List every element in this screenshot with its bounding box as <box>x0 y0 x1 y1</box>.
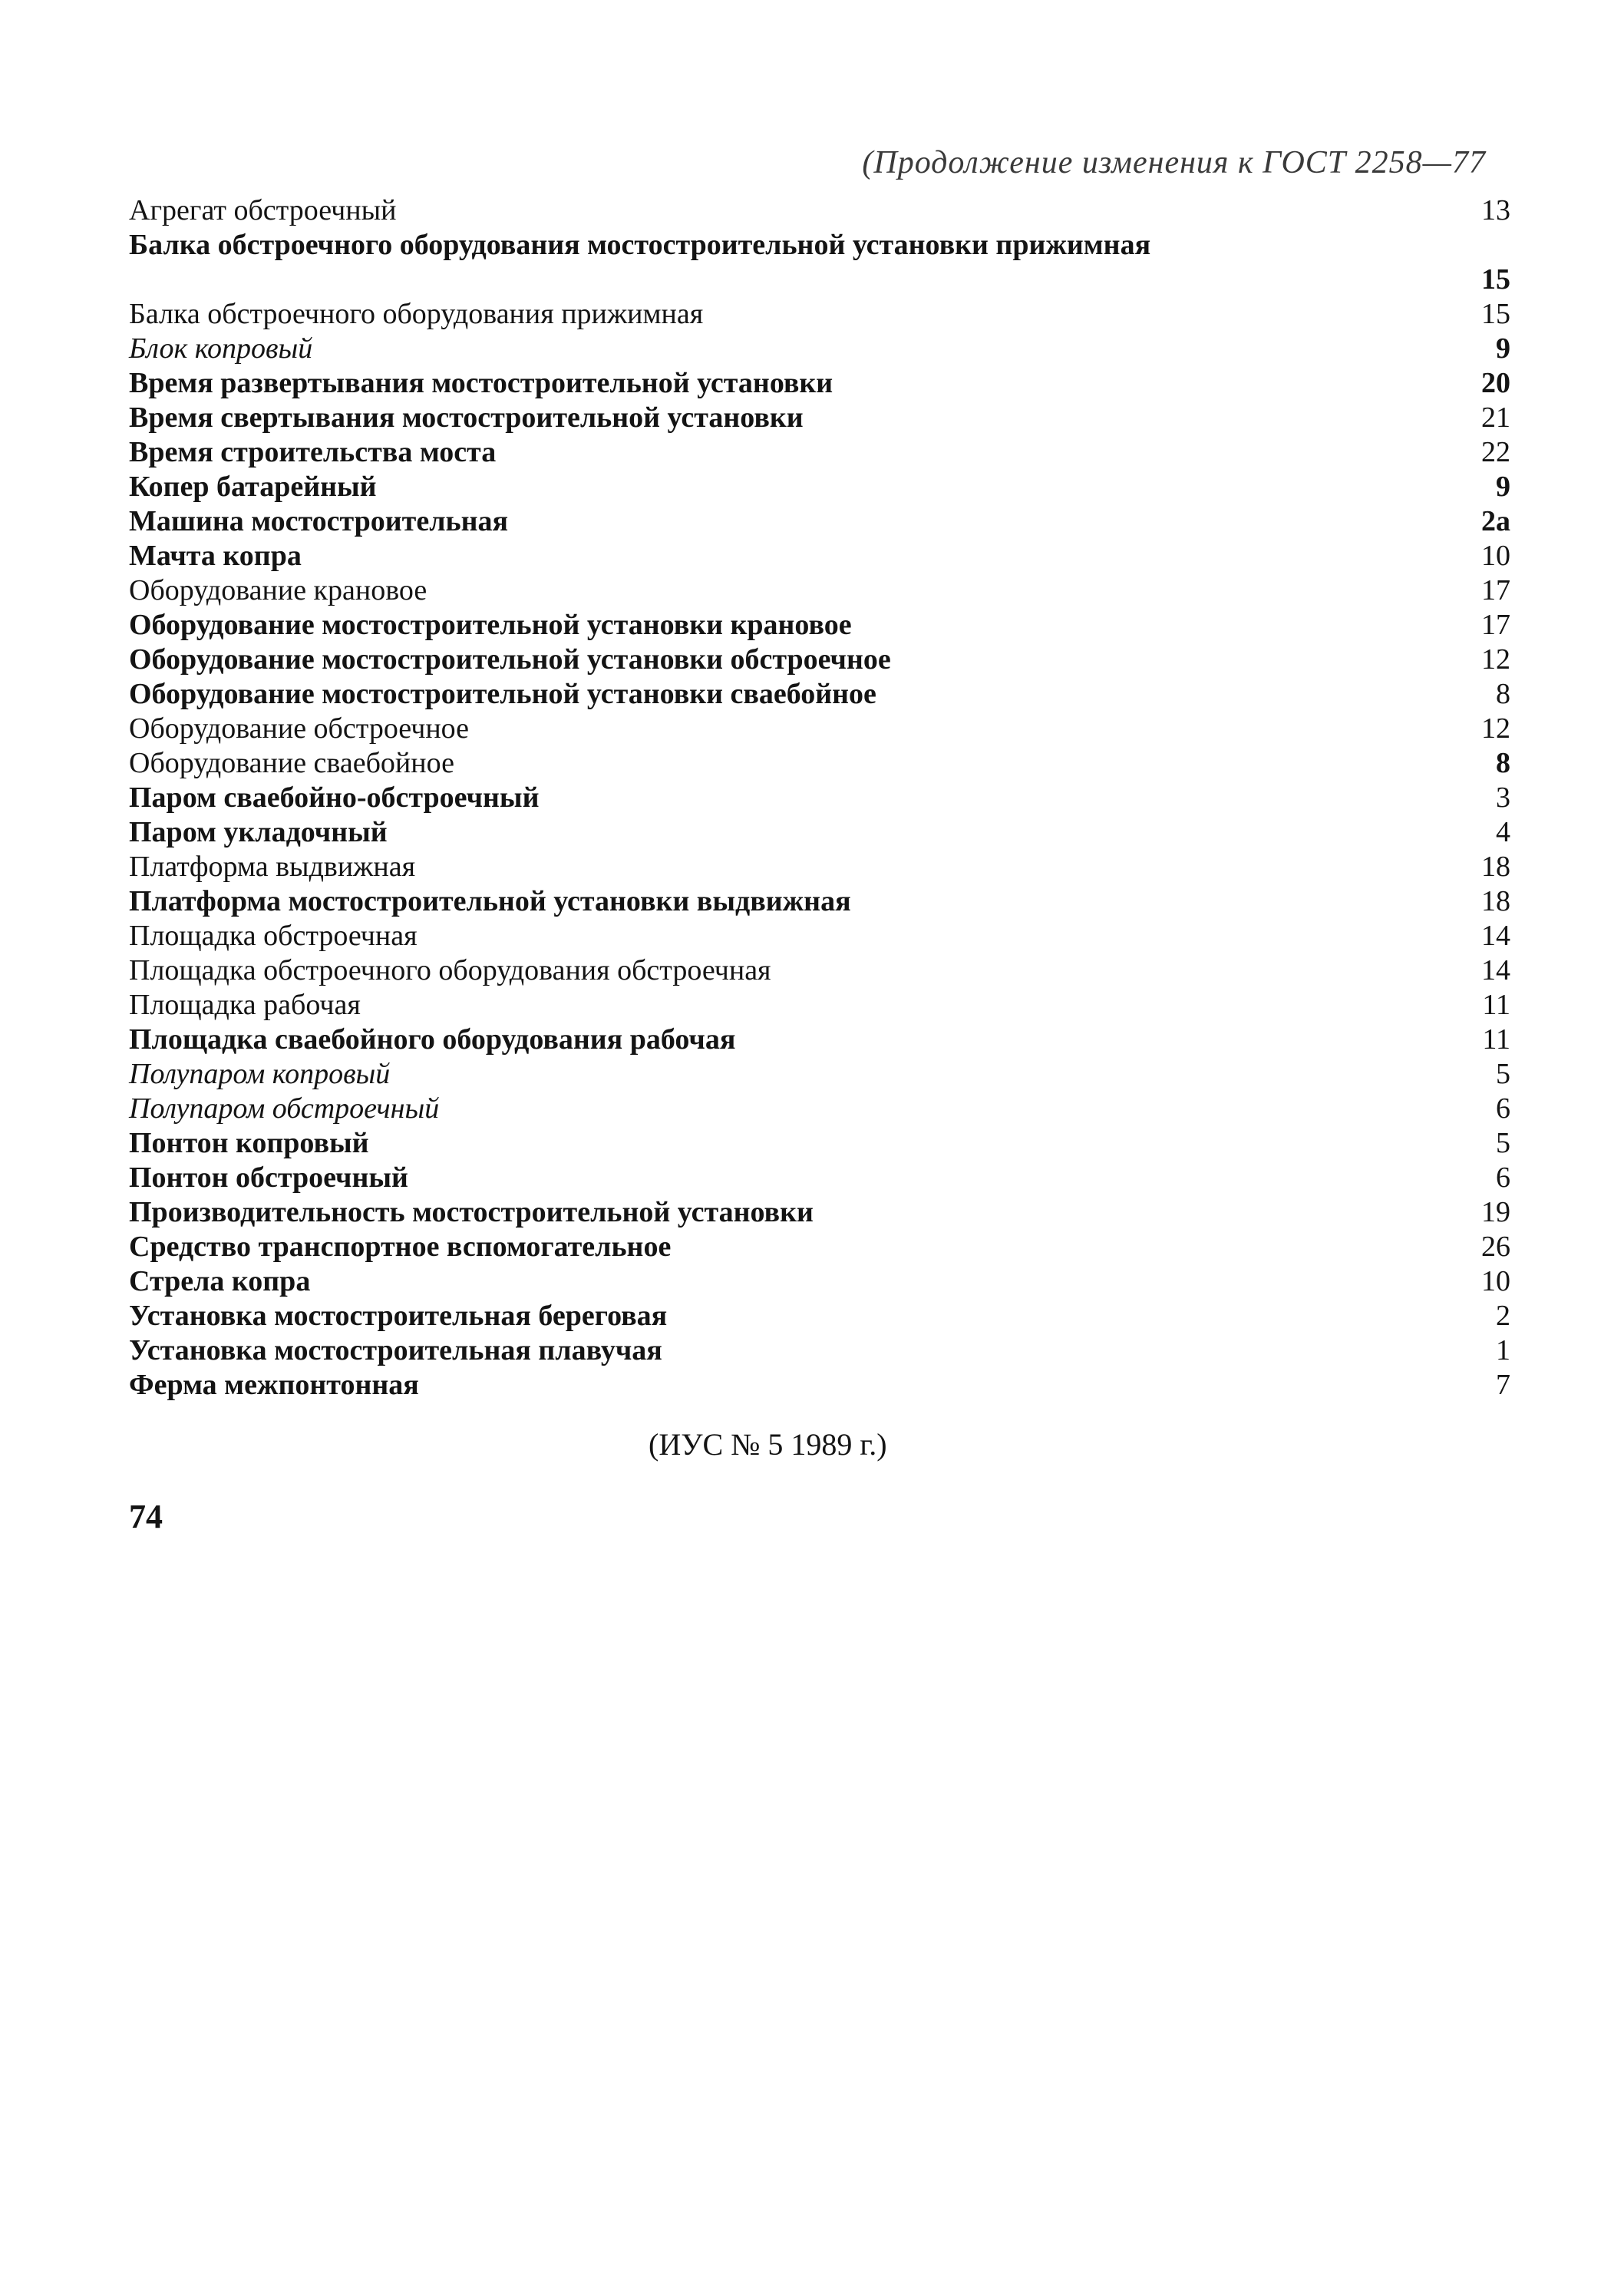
index-entry <box>129 953 1510 988</box>
index-page-number: 10 <box>1481 1265 1510 1297</box>
index-term: Балка обстроечного оборудования прижимная <box>129 298 704 330</box>
index-page-number: 13 <box>1481 194 1510 226</box>
index-page-number: 9 <box>1496 471 1510 503</box>
index-entry <box>129 1195 1510 1230</box>
index-entry <box>129 470 1510 504</box>
index-entry <box>129 884 1510 919</box>
index-term: Площадка обстроечная <box>129 920 418 952</box>
index-term: Мачта копра <box>129 540 302 572</box>
index-term: Время свертывания мостостроительной установки <box>129 401 804 434</box>
index-entry <box>129 746 1510 781</box>
index-page-number: 5 <box>1496 1127 1510 1159</box>
index-term: Установка мостостроительная плавучая <box>129 1334 662 1366</box>
index-term: Оборудование крановое <box>129 574 427 606</box>
index-term: Площадка рабочая <box>129 989 361 1021</box>
index-page-number: 9 <box>1496 332 1510 365</box>
index-page-number: 22 <box>1481 436 1510 468</box>
index-entry <box>129 1299 1510 1333</box>
index-entry <box>129 366 1510 401</box>
index-page-number: 2а <box>1481 505 1510 537</box>
index-term: Паром укладочный <box>129 816 388 848</box>
index-page-number: 21 <box>1481 401 1510 434</box>
index-entry <box>129 1264 1510 1299</box>
index-page-number: 18 <box>1481 851 1510 883</box>
index-entry <box>129 539 1510 573</box>
index-term: Время строительства моста <box>129 436 497 468</box>
index-entry <box>129 1333 1510 1368</box>
index-entry <box>129 781 1510 815</box>
index-page-number: 7 <box>1496 1369 1510 1401</box>
index-term: Средство транспортное вспомогательное <box>129 1231 672 1263</box>
index-term: Время развертывания мостостроительной установки <box>129 367 833 399</box>
index-page-number: 14 <box>1481 954 1510 986</box>
index-page-number: 2 <box>1496 1300 1510 1332</box>
index-term: Понтон обстроечный <box>129 1162 408 1194</box>
term-index-list <box>129 193 1510 1403</box>
index-page-number: 11 <box>1482 1023 1510 1056</box>
index-term: Полупаром копровый <box>129 1058 391 1090</box>
index-entry <box>129 1092 1510 1126</box>
index-page-number: 15 <box>1481 263 1510 296</box>
index-page-number: 20 <box>1481 367 1510 399</box>
index-page-number: 10 <box>1481 540 1510 572</box>
index-term: Установка мостостроительная береговая <box>129 1300 668 1332</box>
index-entry <box>129 573 1510 608</box>
index-term: Машина мостостроительная <box>129 505 509 537</box>
index-page-number: 26 <box>1481 1231 1510 1263</box>
index-entry <box>129 297 1510 332</box>
running-header: (Продолжение изменения к ГОСТ 2258—77 <box>862 145 1486 180</box>
index-term: Оборудование мостостроительной установки сваебойное <box>129 678 876 710</box>
index-term: Копер батарейный <box>129 471 377 503</box>
index-entry <box>129 608 1510 643</box>
index-entry <box>129 401 1510 435</box>
source-note: (ИУС № 5 1989 г.) <box>649 1427 887 1462</box>
index-page-number: 4 <box>1496 816 1510 848</box>
index-term: Оборудование мостостроительной установки крановое <box>129 609 852 641</box>
index-page-number: 5 <box>1496 1058 1510 1090</box>
index-term: Ферма межпонтонная <box>129 1369 419 1401</box>
index-term: Оборудование обстроечное <box>129 712 469 745</box>
index-term: Паром сваебойно-обстроечный <box>129 782 540 814</box>
index-entry <box>129 712 1510 746</box>
index-entry <box>129 1023 1510 1057</box>
index-page-number: 1 <box>1496 1334 1510 1366</box>
index-term: Площадка сваебойного оборудования рабочая <box>129 1023 736 1056</box>
index-entry <box>129 677 1510 712</box>
index-entry <box>129 332 1510 366</box>
index-page-number: 17 <box>1481 574 1510 606</box>
page-number: 74 <box>129 1498 163 1535</box>
index-entry <box>129 1057 1510 1092</box>
index-entry <box>129 643 1510 677</box>
index-page-number: 8 <box>1496 678 1510 710</box>
index-term: Понтон копровый <box>129 1127 369 1159</box>
index-page-number: 19 <box>1481 1196 1510 1228</box>
index-page-number: 11 <box>1482 989 1510 1021</box>
index-entry <box>129 504 1510 539</box>
index-entry <box>129 435 1510 470</box>
index-entry <box>129 815 1510 850</box>
index-term: Оборудование сваебойное <box>129 747 454 779</box>
index-page-number: 6 <box>1496 1162 1510 1194</box>
index-term: Балка обстроечного оборудования мостостроительной установки прижимная <box>129 229 1151 261</box>
index-term: Оборудование мостостроительной установки обстроечное <box>129 643 891 676</box>
index-entry <box>129 193 1510 228</box>
index-term: Полупаром обстроечный <box>129 1092 440 1125</box>
index-entry <box>129 850 1510 884</box>
index-term: Стрела копра <box>129 1265 311 1297</box>
index-page-number: 6 <box>1496 1092 1510 1125</box>
index-entry <box>129 1230 1510 1264</box>
index-entry <box>129 1161 1510 1195</box>
index-page-number: 8 <box>1496 747 1510 779</box>
index-page-number: 18 <box>1481 885 1510 917</box>
index-term: Платформа мостостроительной установки выдвижная <box>129 885 851 917</box>
index-term: Блок копровый <box>129 332 313 365</box>
index-entry <box>129 1368 1510 1403</box>
index-entry <box>129 1126 1510 1161</box>
index-page-number: 14 <box>1481 920 1510 952</box>
index-page-number: 15 <box>1481 298 1510 330</box>
index-page-number: 12 <box>1481 712 1510 745</box>
index-page-number: 3 <box>1496 782 1510 814</box>
index-entry <box>129 228 1510 297</box>
index-term: Платформа выдвижная <box>129 851 416 883</box>
index-term: Агрегат обстроечный <box>129 194 397 226</box>
index-page-number: 17 <box>1481 609 1510 641</box>
index-term: Производительность мостостроительной установки <box>129 1196 814 1228</box>
index-page-number: 12 <box>1481 643 1510 676</box>
index-entry <box>129 988 1510 1023</box>
index-term: Площадка обстроечного оборудования обстроечная <box>129 954 771 986</box>
index-entry <box>129 919 1510 953</box>
